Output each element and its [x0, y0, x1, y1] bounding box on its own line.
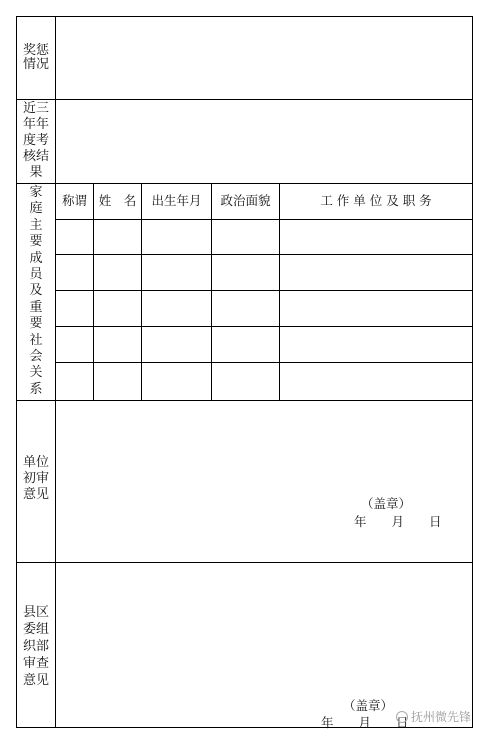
appraisal-label: 近三 年年 度考 核结 果 [22, 101, 49, 180]
county-opinion-field[interactable] [56, 563, 472, 727]
header-political-status: 政治面貌 [220, 193, 271, 208]
appraisal-field[interactable] [56, 100, 472, 183]
header-title: 称谓 [61, 193, 87, 208]
awards-label: 奖惩 情况 [22, 43, 49, 72]
family-table-body[interactable] [56, 220, 472, 400]
header-work-unit-position: 工 作 单 位 及 职 务 [320, 193, 432, 208]
wechat-icon [396, 711, 408, 723]
awards-field[interactable] [56, 17, 472, 99]
unit-date-text: 年 月 日 [354, 514, 442, 529]
header-birth: 出生年月 [151, 193, 202, 208]
unit-opinion-label: 单位 初审 意见 [22, 455, 49, 502]
right-border [472, 16, 473, 728]
family-label: 家 庭 主 要 成 员 及 重 要 社 会 关 系 [29, 185, 43, 397]
county-seal-text: （盖章） [343, 698, 394, 713]
unit-opinion-field[interactable] [56, 401, 472, 562]
county-date-text: 年 月 日 [321, 715, 409, 730]
row-divider-appraisal [16, 183, 473, 184]
county-opinion-label: 县区 委组 织部 审查 意见 [22, 605, 49, 688]
watermark-text: 抚州微先锋 [411, 710, 472, 724]
header-name: 姓 名 [98, 193, 137, 208]
unit-seal-text: （盖章） [361, 496, 412, 511]
